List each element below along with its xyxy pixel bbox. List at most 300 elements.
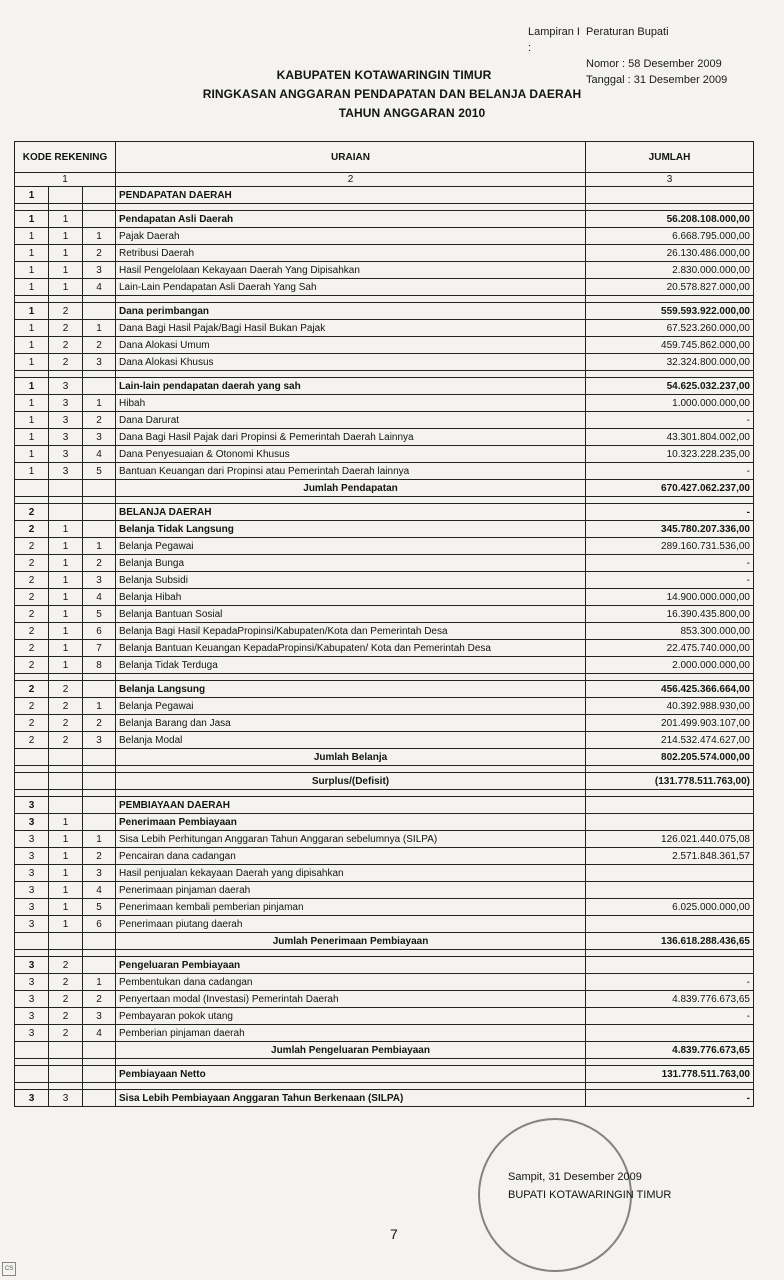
kode-1-cell (15, 674, 49, 681)
spacer-row (15, 497, 754, 504)
col-number-2: 2 (116, 173, 586, 187)
kode-3-cell (83, 1042, 116, 1059)
kode-1-cell: 1 (15, 303, 49, 320)
jumlah-cell: 32.324.800.000,00 (586, 354, 754, 371)
kode-2-cell (49, 497, 83, 504)
jumlah-cell: 6.025.000.000,00 (586, 899, 754, 916)
nomor-text: Nomor : 58 Desember 2009 (586, 58, 722, 70)
kode-3-cell: 2 (83, 412, 116, 429)
kode-3-cell: 3 (83, 429, 116, 446)
kode-3-cell (83, 303, 116, 320)
kode-3-cell: 4 (83, 589, 116, 606)
kode-1-cell: 2 (15, 715, 49, 732)
jumlah-cell: 802.205.574.000,00 (586, 749, 754, 766)
jumlah-cell: (131.778.511.763,00) (586, 773, 754, 790)
kode-2-cell: 3 (49, 463, 83, 480)
kode-2-cell: 2 (49, 1008, 83, 1025)
total-row (15, 933, 754, 950)
uraian-cell: Dana Darurat (116, 412, 586, 429)
uraian-cell: Dana Alokasi Khusus (116, 354, 586, 371)
kode-rekening-header: KODE REKENING (15, 142, 116, 173)
table-row (15, 538, 754, 555)
jumlah-cell: 345.780.207.336,00 (586, 521, 754, 538)
table-body (15, 187, 754, 1107)
kode-1-cell: 3 (15, 1090, 49, 1107)
table-row (15, 848, 754, 865)
jumlah-cell: 131.778.511.763,00 (586, 1066, 754, 1083)
table-row (15, 715, 754, 732)
kode-2-cell (49, 371, 83, 378)
kode-2-cell: 2 (49, 337, 83, 354)
total-row (15, 773, 754, 790)
spacer-row (15, 766, 754, 773)
uraian-cell (116, 1059, 586, 1066)
jumlah-cell: - (586, 504, 754, 521)
kode-2-cell: 2 (49, 715, 83, 732)
table-row (15, 1090, 754, 1107)
uraian-cell: Hibah (116, 395, 586, 412)
kode-3-cell (83, 1066, 116, 1083)
kode-2-cell (49, 790, 83, 797)
kode-1-cell: 2 (15, 698, 49, 715)
jumlah-cell: 214.532.474.627,00 (586, 732, 754, 749)
uraian-cell: Jumlah Pendapatan (116, 480, 586, 497)
kode-2-cell (49, 933, 83, 950)
table-row (15, 698, 754, 715)
jumlah-cell (586, 187, 754, 204)
uraian-cell: Pembiayaan Netto (116, 1066, 586, 1083)
table-row (15, 337, 754, 354)
kode-1-cell (15, 790, 49, 797)
kode-1-cell: 1 (15, 279, 49, 296)
jumlah-cell: 16.390.435.800,00 (586, 606, 754, 623)
jumlah-cell (586, 957, 754, 974)
kode-2-cell: 1 (49, 211, 83, 228)
document-title-block (0, 66, 784, 123)
jumlah-cell: 4.839.776.673,65 (586, 1042, 754, 1059)
kode-1-cell (15, 204, 49, 211)
jumlah-cell: 26.130.486.000,00 (586, 245, 754, 262)
kode-3-cell (83, 521, 116, 538)
kode-2-cell (49, 773, 83, 790)
kode-1-cell: 3 (15, 991, 49, 1008)
budget-table (14, 141, 754, 1107)
kode-1-cell: 1 (15, 337, 49, 354)
kode-2-cell: 1 (49, 865, 83, 882)
kode-3-cell: 6 (83, 623, 116, 640)
uraian-cell: Belanja Tidak Langsung (116, 521, 586, 538)
jumlah-cell: 43.301.804.002,00 (586, 429, 754, 446)
kode-1-cell (15, 933, 49, 950)
uraian-cell: Dana Bagi Hasil Pajak/Bagi Hasil Bukan Pajak (116, 320, 586, 337)
title-line-2: RINGKASAN ANGGARAN PENDAPATAN DAN BELANJA DAERAH (202, 87, 582, 101)
kode-1-cell (15, 1066, 49, 1083)
total-row (15, 1042, 754, 1059)
kode-3-cell: 2 (83, 555, 116, 572)
table-row (15, 303, 754, 320)
kode-2-cell: 1 (49, 572, 83, 589)
kode-1-cell: 3 (15, 916, 49, 933)
spacer-row (15, 296, 754, 303)
kode-1-cell: 3 (15, 1025, 49, 1042)
kode-3-cell: 4 (83, 1025, 116, 1042)
kode-1-cell (15, 1042, 49, 1059)
uraian-cell: Hasil Pengelolaan Kekayaan Daerah Yang Dipisahkan (116, 262, 586, 279)
uraian-cell: Penerimaan piutang daerah (116, 916, 586, 933)
uraian-cell: Pembayaran pokok utang (116, 1008, 586, 1025)
jumlah-cell: 459.745.862.000,00 (586, 337, 754, 354)
kode-1-cell (15, 766, 49, 773)
kode-3-cell (83, 749, 116, 766)
kode-1-cell: 3 (15, 848, 49, 865)
table-row (15, 991, 754, 1008)
uraian-cell (116, 950, 586, 957)
kode-3-cell: 7 (83, 640, 116, 657)
uraian-cell: BELANJA DAERAH (116, 504, 586, 521)
uraian-cell: Belanja Hibah (116, 589, 586, 606)
jumlah-cell: 20.578.827.000,00 (586, 279, 754, 296)
kode-3-cell: 5 (83, 606, 116, 623)
kode-3-cell: 4 (83, 446, 116, 463)
scanner-badge: CS (2, 1262, 16, 1276)
jumlah-cell: - (586, 463, 754, 480)
jumlah-cell: - (586, 1090, 754, 1107)
uraian-cell: Dana perimbangan (116, 303, 586, 320)
uraian-cell: Sisa Lebih Pembiayaan Anggaran Tahun Berkenaan (SILPA) (116, 1090, 586, 1107)
kode-2-cell: 3 (49, 378, 83, 395)
jumlah-cell: 6.668.795.000,00 (586, 228, 754, 245)
jumlah-header: JUMLAH (586, 142, 754, 173)
table-row (15, 974, 754, 991)
kode-3-cell: 3 (83, 572, 116, 589)
kode-1-cell: 2 (15, 681, 49, 698)
jumlah-cell: 40.392.988.930,00 (586, 698, 754, 715)
kode-3-cell: 2 (83, 848, 116, 865)
kode-2-cell: 2 (49, 974, 83, 991)
uraian-cell: Dana Bagi Hasil Pajak dari Propinsi & Pemerintah Daerah Lainnya (116, 429, 586, 446)
kode-1-cell: 2 (15, 657, 49, 674)
kode-1-cell: 3 (15, 865, 49, 882)
kode-3-cell: 1 (83, 228, 116, 245)
kode-1-cell: 3 (15, 814, 49, 831)
jumlah-cell (586, 950, 754, 957)
title-line-3: TAHUN ANGGARAN 2010 (338, 106, 486, 120)
col-number-3: 3 (586, 173, 754, 187)
kode-1-cell: 3 (15, 797, 49, 814)
budget-table-wrapper (14, 141, 753, 1107)
kode-3-cell: 1 (83, 831, 116, 848)
uraian-cell: PENDAPATAN DAERAH (116, 187, 586, 204)
jumlah-cell (586, 797, 754, 814)
kode-3-cell: 3 (83, 354, 116, 371)
uraian-cell: Belanja Bagi Hasil KepadaPropinsi/Kabupaten/Kota dan Pemerintah Desa (116, 623, 586, 640)
uraian-cell: Dana Penyesuaian & Otonomi Khusus (116, 446, 586, 463)
kode-3-cell (83, 480, 116, 497)
kode-3-cell: 2 (83, 245, 116, 262)
kode-3-cell (83, 504, 116, 521)
spacer-row (15, 790, 754, 797)
uraian-cell (116, 674, 586, 681)
uraian-cell: Belanja Barang dan Jasa (116, 715, 586, 732)
kode-3-cell: 1 (83, 538, 116, 555)
kode-1-cell: 3 (15, 957, 49, 974)
kode-2-cell (49, 674, 83, 681)
kode-3-cell (83, 211, 116, 228)
uraian-cell: Sisa Lebih Perhitungan Anggaran Tahun Anggaran sebelumnya (SILPA) (116, 831, 586, 848)
jumlah-cell (586, 204, 754, 211)
jumlah-cell: 2.000.000.000,00 (586, 657, 754, 674)
kode-2-cell: 1 (49, 521, 83, 538)
uraian-cell: Jumlah Belanja (116, 749, 586, 766)
kode-2-cell (49, 1059, 83, 1066)
uraian-cell: Jumlah Penerimaan Pembiayaan (116, 933, 586, 950)
jumlah-cell (586, 882, 754, 899)
kode-3-cell (83, 797, 116, 814)
jumlah-cell: 853.300.000,00 (586, 623, 754, 640)
kode-1-cell: 2 (15, 521, 49, 538)
jumlah-cell: - (586, 412, 754, 429)
table-row (15, 354, 754, 371)
jumlah-cell (586, 1059, 754, 1066)
kode-2-cell: 1 (49, 831, 83, 848)
kode-2-cell (49, 1083, 83, 1090)
kode-3-cell: 6 (83, 916, 116, 933)
table-row (15, 504, 754, 521)
uraian-cell: Dana Alokasi Umum (116, 337, 586, 354)
kode-1-cell: 1 (15, 446, 49, 463)
table-row (15, 882, 754, 899)
kode-3-cell: 1 (83, 698, 116, 715)
jumlah-cell: 289.160.731.536,00 (586, 538, 754, 555)
kode-2-cell: 3 (49, 1090, 83, 1107)
jumlah-cell (586, 296, 754, 303)
jumlah-cell (586, 497, 754, 504)
uraian-cell: Retribusi Daerah (116, 245, 586, 262)
kode-3-cell (83, 187, 116, 204)
kode-2-cell: 1 (49, 640, 83, 657)
kode-1-cell: 2 (15, 589, 49, 606)
kode-2-cell (49, 950, 83, 957)
jumlah-cell (586, 1025, 754, 1042)
kode-2-cell: 1 (49, 916, 83, 933)
kode-1-cell: 1 (15, 228, 49, 245)
kode-3-cell (83, 1059, 116, 1066)
table-row (15, 521, 754, 538)
table-row (15, 211, 754, 228)
tanggal-text: Tanggal : 31 Desember 2009 (586, 74, 728, 86)
uraian-cell: Penyertaan modal (Investasi) Pemerintah Daerah (116, 991, 586, 1008)
jumlah-cell (586, 1083, 754, 1090)
kode-3-cell (83, 681, 116, 698)
kode-3-cell: 2 (83, 991, 116, 1008)
kode-1-cell: 2 (15, 572, 49, 589)
jumlah-cell: - (586, 1008, 754, 1025)
kode-3-cell (83, 497, 116, 504)
kode-2-cell (49, 204, 83, 211)
jumlah-cell: 456.425.366.664,00 (586, 681, 754, 698)
kode-1-cell: 2 (15, 538, 49, 555)
kode-2-cell (49, 504, 83, 521)
total-row (15, 480, 754, 497)
kode-1-cell: 1 (15, 262, 49, 279)
jumlah-cell (586, 814, 754, 831)
lampiran-label: Lampiran I : (528, 26, 580, 54)
table-row (15, 228, 754, 245)
spacer-row (15, 1059, 754, 1066)
table-row (15, 657, 754, 674)
kode-3-cell (83, 1090, 116, 1107)
spacer-row (15, 1083, 754, 1090)
spacer-row (15, 371, 754, 378)
uraian-cell: Pemberian pinjaman daerah (116, 1025, 586, 1042)
kode-1-cell: 1 (15, 412, 49, 429)
kode-2-cell: 3 (49, 395, 83, 412)
jumlah-cell (586, 865, 754, 882)
jumlah-cell: 2.830.000.000,00 (586, 262, 754, 279)
uraian-cell: Belanja Pegawai (116, 538, 586, 555)
kode-2-cell: 1 (49, 538, 83, 555)
kode-2-cell: 1 (49, 589, 83, 606)
kode-1-cell: 1 (15, 245, 49, 262)
uraian-cell (116, 790, 586, 797)
table-row (15, 916, 754, 933)
kode-3-cell: 1 (83, 320, 116, 337)
uraian-cell: Pengeluaran Pembiayaan (116, 957, 586, 974)
uraian-cell: Penerimaan Pembiayaan (116, 814, 586, 831)
uraian-cell (116, 296, 586, 303)
kode-1-cell: 2 (15, 640, 49, 657)
signature-block (508, 1168, 671, 1204)
uraian-cell (116, 204, 586, 211)
kode-1-cell: 1 (15, 211, 49, 228)
kode-1-cell (15, 1059, 49, 1066)
kode-1-cell: 2 (15, 732, 49, 749)
table-row (15, 1025, 754, 1042)
kode-2-cell: 2 (49, 698, 83, 715)
page-number: 7 (390, 1226, 398, 1242)
kode-1-cell: 3 (15, 974, 49, 991)
jumlah-cell (586, 371, 754, 378)
table-row (15, 831, 754, 848)
jumlah-cell: 4.839.776.673,65 (586, 991, 754, 1008)
spacer-row (15, 204, 754, 211)
uraian-cell: Lain-lain pendapatan daerah yang sah (116, 378, 586, 395)
table-row (15, 446, 754, 463)
uraian-cell: Belanja Bunga (116, 555, 586, 572)
kode-1-cell: 2 (15, 555, 49, 572)
table-row (15, 378, 754, 395)
table-row (15, 429, 754, 446)
kode-2-cell: 1 (49, 899, 83, 916)
uraian-header: URAIAN (116, 142, 586, 173)
kode-2-cell (49, 480, 83, 497)
jumlah-cell: - (586, 555, 754, 572)
uraian-cell: Bantuan Keuangan dari Propinsi atau Pemerintah Daerah lainnya (116, 463, 586, 480)
kode-1-cell (15, 480, 49, 497)
kode-1-cell: 1 (15, 187, 49, 204)
table-row (15, 640, 754, 657)
kode-3-cell: 5 (83, 899, 116, 916)
jumlah-cell (586, 790, 754, 797)
table-row (15, 245, 754, 262)
kode-1-cell: 3 (15, 1008, 49, 1025)
kode-1-cell (15, 497, 49, 504)
kode-1-cell: 1 (15, 378, 49, 395)
uraian-cell: Surplus/(Defisit) (116, 773, 586, 790)
jumlah-cell (586, 916, 754, 933)
kode-1-cell: 3 (15, 899, 49, 916)
kode-2-cell (49, 296, 83, 303)
uraian-cell: Belanja Pegawai (116, 698, 586, 715)
spacer-row (15, 950, 754, 957)
kode-3-cell (83, 674, 116, 681)
kode-2-cell (49, 749, 83, 766)
uraian-cell (116, 371, 586, 378)
table-row (15, 555, 754, 572)
signature-title: BUPATI KOTAWARINGIN TIMUR (508, 1189, 672, 1201)
title-line-1: KABUPATEN KOTAWARINGIN TIMUR (276, 68, 492, 82)
jumlah-cell: - (586, 572, 754, 589)
uraian-cell: Belanja Subsidi (116, 572, 586, 589)
kode-1-cell (15, 371, 49, 378)
kode-3-cell: 3 (83, 1008, 116, 1025)
kode-2-cell: 3 (49, 429, 83, 446)
kode-1-cell: 2 (15, 623, 49, 640)
jumlah-cell: 1.000.000.000,00 (586, 395, 754, 412)
kode-3-cell (83, 371, 116, 378)
jumlah-cell: 136.618.288.436,65 (586, 933, 754, 950)
table-row (15, 1066, 754, 1083)
kode-3-cell: 3 (83, 732, 116, 749)
kode-3-cell: 1 (83, 395, 116, 412)
table-row (15, 1008, 754, 1025)
uraian-cell (116, 1083, 586, 1090)
table-row (15, 899, 754, 916)
jumlah-cell: 10.323.228.235,00 (586, 446, 754, 463)
table-row (15, 681, 754, 698)
table-row (15, 814, 754, 831)
table-row (15, 187, 754, 204)
table-row (15, 865, 754, 882)
kode-2-cell: 2 (49, 732, 83, 749)
kode-2-cell: 1 (49, 848, 83, 865)
kode-1-cell: 1 (15, 395, 49, 412)
kode-1-cell (15, 950, 49, 957)
kode-3-cell: 1 (83, 974, 116, 991)
kode-2-cell: 2 (49, 1025, 83, 1042)
kode-3-cell: 2 (83, 337, 116, 354)
table-header-row (15, 142, 754, 173)
uraian-cell: Penerimaan kembali pemberian pinjaman (116, 899, 586, 916)
kode-1-cell (15, 773, 49, 790)
lampiran-value: Peraturan Bupati (586, 26, 669, 38)
table-row (15, 262, 754, 279)
table-row (15, 623, 754, 640)
uraian-cell: Pembentukan dana cadangan (116, 974, 586, 991)
kode-2-cell: 2 (49, 354, 83, 371)
jumlah-cell: 2.571.848.361,57 (586, 848, 754, 865)
uraian-cell (116, 766, 586, 773)
kode-3-cell: 8 (83, 657, 116, 674)
kode-3-cell (83, 378, 116, 395)
kode-2-cell (49, 1066, 83, 1083)
kode-2-cell: 1 (49, 279, 83, 296)
uraian-cell: Pencairan dana cadangan (116, 848, 586, 865)
kode-2-cell: 2 (49, 957, 83, 974)
kode-2-cell (49, 797, 83, 814)
kode-2-cell: 2 (49, 320, 83, 337)
kode-2-cell: 1 (49, 657, 83, 674)
